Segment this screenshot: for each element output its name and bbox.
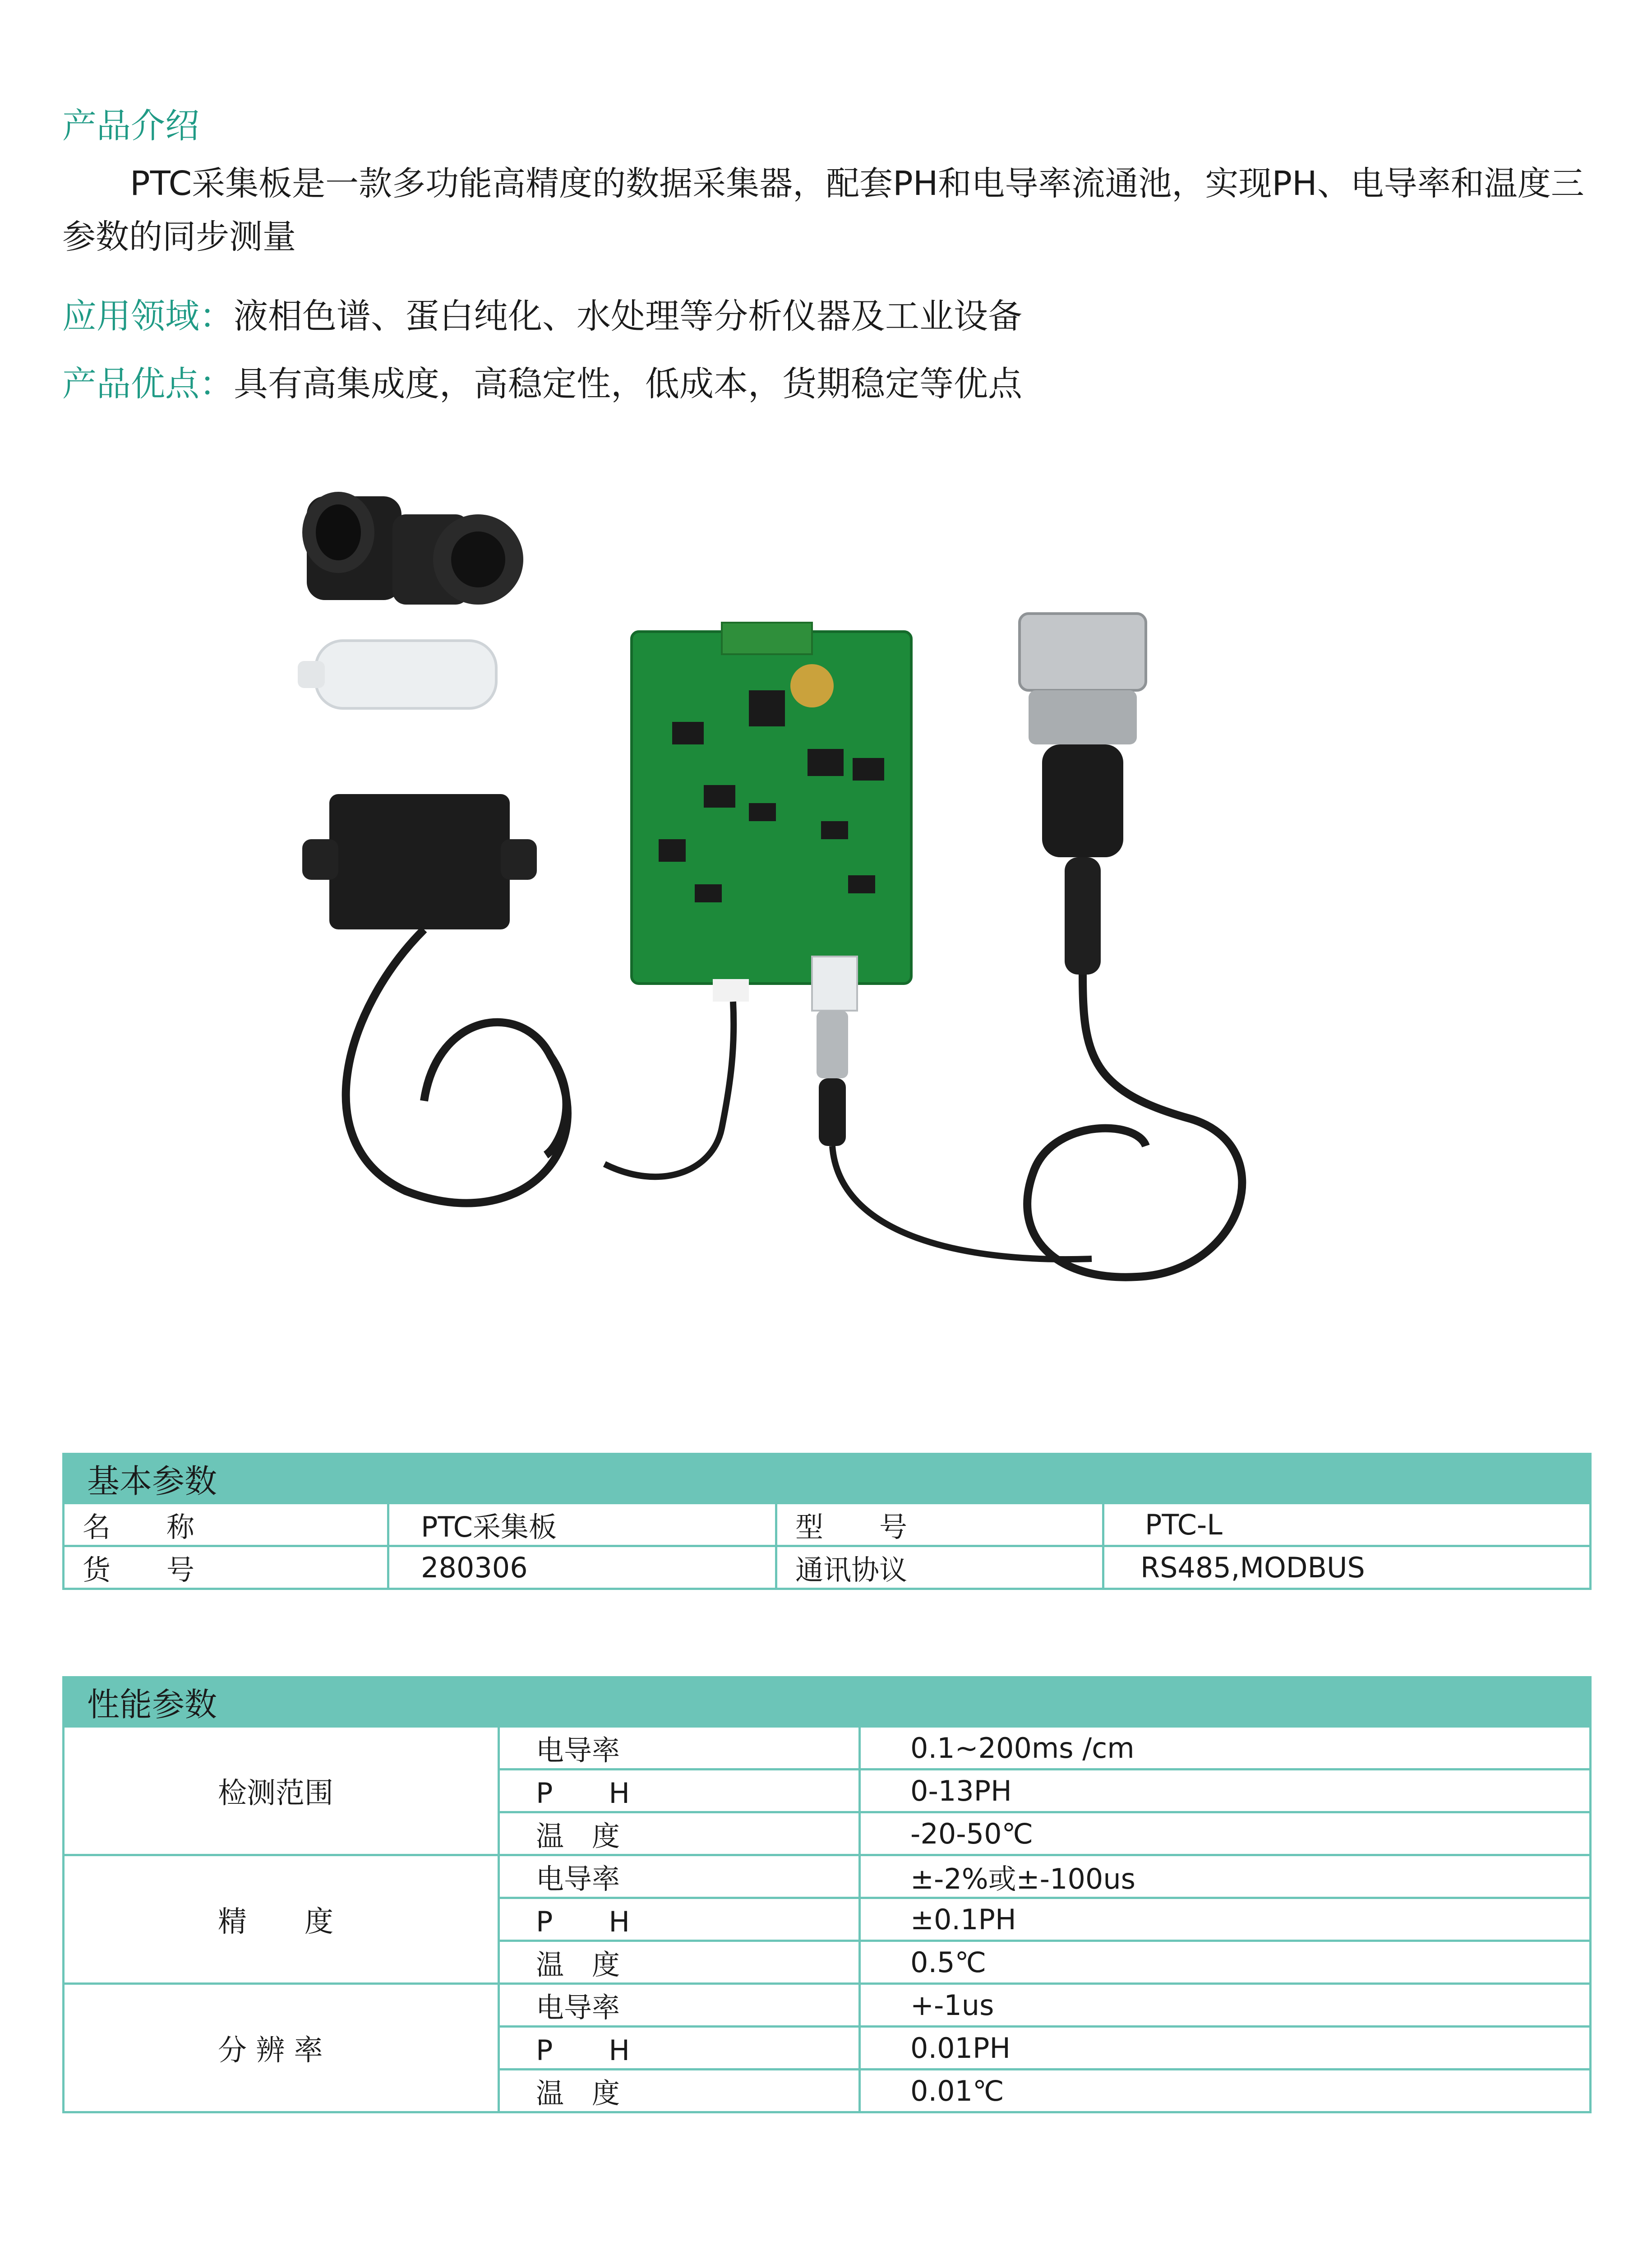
advantage-label: 产品优点： (62, 364, 234, 404)
table-row (64, 1727, 1591, 1770)
param-value: PTC-L (1103, 1503, 1591, 1546)
param-value: -20-50℃ (860, 1812, 1591, 1855)
param-label: 通讯协议 (776, 1546, 1103, 1589)
group-label: 分 辨 率 (64, 1984, 499, 2112)
basic-params-title: 基本参数 (64, 1454, 1591, 1503)
group-label: 精 度 (64, 1855, 499, 1984)
basic-params-table (62, 1453, 1592, 1590)
param-value: 0.1~200ms /cm (860, 1727, 1591, 1770)
param-label: 名 称 (64, 1503, 388, 1546)
param-value: ±0.1PH (860, 1898, 1591, 1941)
table-row (64, 1855, 1591, 1898)
param-label: 温 度 (499, 1941, 860, 1984)
param-value: RS485,MODBUS (1103, 1546, 1591, 1589)
performance-params-title: 性能参数 (64, 1677, 1591, 1727)
param-label: 电导率 (499, 1727, 860, 1770)
advantage-text: 具有高集成度，高稳定性，低成本，货期稳定等优点 (234, 364, 1022, 404)
basic-params-header (64, 1454, 1591, 1503)
param-value: 280306 (388, 1546, 776, 1589)
white-adapter (298, 641, 496, 708)
application-text: 液相色谱、蛋白纯化、水处理等分析仪器及工业设备 (234, 296, 1022, 336)
performance-params-table (62, 1676, 1592, 2113)
table-row (64, 1503, 1591, 1546)
param-label: 温 度 (499, 1812, 860, 1855)
param-value: ±-2%或±-100us (860, 1855, 1591, 1898)
flow-cell-fitting (302, 492, 523, 605)
param-label: 温 度 (499, 2070, 860, 2112)
intro-body: PTC采集板是一款多功能高精度的数据采集器，配套PH和电导率流通池，实现PH、电导率和温度三参数的同步测量 (62, 164, 1584, 256)
param-value: 0.01℃ (860, 2070, 1591, 2112)
performance-params-header (64, 1677, 1591, 1727)
param-value: +-1us (860, 1984, 1591, 2027)
param-value: PTC采集板 (388, 1503, 776, 1546)
param-value: 0.01PH (860, 2027, 1591, 2070)
ph-electrode (1020, 614, 1242, 1277)
param-label: P H (499, 1770, 860, 1812)
conductivity-cell (302, 794, 568, 1203)
param-value: 0.5℃ (860, 1941, 1591, 1984)
intro-title: 产品介绍 (62, 106, 199, 146)
table-row (64, 1546, 1591, 1589)
product-photo (289, 469, 1281, 1349)
application-line (62, 289, 1022, 338)
application-label: 应用领域： (62, 296, 234, 336)
param-label: P H (499, 2027, 860, 2070)
pcb-board (632, 623, 911, 1011)
param-label: P H (499, 1898, 860, 1941)
bnc-connector (817, 1011, 1092, 1259)
param-value: 0-13PH (860, 1770, 1591, 1812)
table-row (64, 1984, 1591, 2027)
param-label: 型 号 (776, 1503, 1103, 1546)
param-label: 货 号 (64, 1546, 388, 1589)
advantage-line (62, 356, 1022, 406)
group-label: 检测范围 (64, 1727, 499, 1855)
param-label: 电导率 (499, 1855, 860, 1898)
param-label: 电导率 (499, 1984, 860, 2027)
